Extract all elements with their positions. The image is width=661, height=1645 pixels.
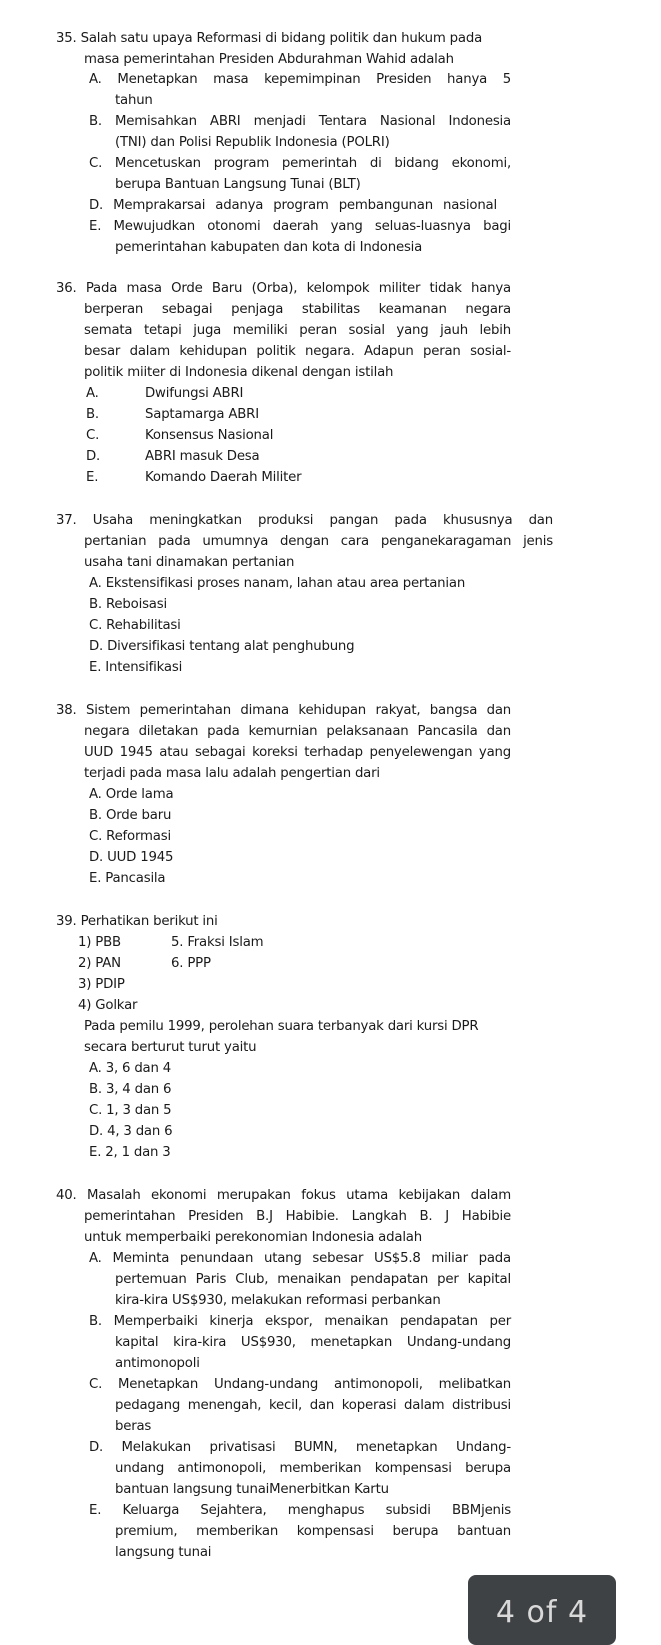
text-line: usaha tani dinamakan pertanian <box>84 555 295 570</box>
text-line: E. Keluarga Sejahtera, menghapus subsidi BBMjenis <box>89 1503 511 1518</box>
text-line: A. <box>86 386 99 401</box>
text-line: masa pemerintahan Presiden Abdurahman Wahid adalah <box>84 52 454 67</box>
text-line: pemerintahan Presiden B.J Habibie. Langkah B. J Habibie <box>84 1209 511 1224</box>
text-line: politik miiter di Indonesia dikenal dengan istilah <box>84 365 394 380</box>
text-line: beras <box>115 1419 152 1434</box>
text-line: C. 1, 3 dan 5 <box>89 1103 172 1118</box>
text-line: A. Meminta penundaan utang sebesar US$5.8 miliar pada <box>89 1251 511 1266</box>
text-line: C. Reformasi <box>89 829 171 844</box>
text-line: D. <box>86 449 101 464</box>
text-line: kira-kira US$930, melakukan reformasi perbankan <box>115 1293 441 1308</box>
text-line: terjadi pada masa lalu adalah pengertian dari <box>84 766 380 781</box>
text-line: 36. Pada masa Orde Baru (Orba), kelompok militer tidak hanya <box>56 281 511 296</box>
text-line: B. 3, 4 dan 6 <box>89 1082 172 1097</box>
text-line: Pada pemilu 1999, perolehan suara terbanyak dari kursi DPR <box>84 1019 479 1034</box>
text-line: B. Memisahkan ABRI menjadi Tentara Nasional Indonesia <box>89 114 511 129</box>
text-line: (TNI) dan Polisi Republik Indonesia (POLRI) <box>115 135 390 150</box>
text-line: premium, memberikan kompensasi berupa bantuan <box>115 1524 511 1539</box>
text-line: antimonopoli <box>115 1356 200 1371</box>
text-line: E. <box>86 470 99 485</box>
text-line: D. Diversifikasi tentang alat penghubung <box>89 639 355 654</box>
page-indicator-label: 4 of 4 <box>495 1595 589 1630</box>
text-line: D. Melakukan privatisasi BUMN, menetapkan Undang- <box>89 1440 511 1455</box>
text-line: C. Rehabilitasi <box>89 618 181 633</box>
text-line: besar dalam kehidupan politik negara. Adapun peran sosial- <box>84 344 511 359</box>
text-line: C. Mencetuskan program pemerintah di bidang ekonomi, <box>89 156 511 171</box>
text-line: langsung tunai <box>115 1545 212 1560</box>
text-line: B. Orde baru <box>89 808 172 823</box>
text-line: C. Menetapkan Undang-undang antimonopoli, melibatkan <box>89 1377 511 1392</box>
text-line: kapital kira-kira US$930, menetapkan Undang-undang <box>115 1335 511 1350</box>
text-line: pedagang menengah, kecil, dan koperasi dalam distribusi <box>115 1398 511 1413</box>
text-line: 4) Golkar <box>78 998 138 1013</box>
text-line: secara berturut turut yaitu <box>84 1040 257 1055</box>
text-line: E. Intensifikasi <box>89 660 183 675</box>
text-line: 3) PDIP <box>78 977 125 992</box>
text-line: E. Pancasila <box>89 871 166 886</box>
text-line: ABRI masuk Desa <box>145 449 260 464</box>
text-line: Saptamarga ABRI <box>145 407 259 422</box>
text-line: D. UUD 1945 <box>89 850 174 865</box>
text-line: B. Memperbaiki kinerja ekspor, menaikan pendapatan per <box>89 1314 511 1329</box>
text-line: B. Reboisasi <box>89 597 167 612</box>
text-line: undang antimonopoli, memberikan kompensasi berupa <box>115 1461 511 1476</box>
text-line: A. 3, 6 dan 4 <box>89 1061 172 1076</box>
text-line: 6. PPP <box>171 956 211 971</box>
text-line: pemerintahan kabupaten dan kota di Indonesia <box>115 240 423 255</box>
text-line: semata tetapi juga memiliki peran sosial yang jauh lebih <box>84 323 511 338</box>
text-line: 40. Masalah ekonomi merupakan fokus utama kebijakan dalam <box>56 1188 511 1203</box>
text-line: bantuan langsung tunaiMenerbitkan Kartu <box>115 1482 389 1497</box>
text-line: berupa Bantuan Langsung Tunai (BLT) <box>115 177 361 192</box>
text-line: 37. Usaha meningkatkan produksi pangan pada khususnya dan <box>56 513 553 528</box>
text-line: pertanian pada umumnya dengan cara penganekaragaman jenis <box>84 534 553 549</box>
text-line: 39. Perhatikan berikut ini <box>56 914 218 929</box>
text-line: Komando Daerah Militer <box>145 470 302 485</box>
text-line: Dwifungsi ABRI <box>145 386 244 401</box>
text-line: 2) PAN <box>78 956 121 971</box>
text-line: A. Menetapkan masa kepemimpinan Presiden hanya 5 <box>89 72 511 87</box>
text-line: Konsensus Nasional <box>145 428 274 443</box>
text-line: 1) PBB <box>78 935 121 950</box>
text-line: B. <box>86 407 99 422</box>
text-line: E. 2, 1 dan 3 <box>89 1145 171 1160</box>
text-line: tahun <box>115 93 153 108</box>
text-line: 35. Salah satu upaya Reformasi di bidang politik dan hukum pada <box>56 31 483 46</box>
text-line: pertemuan Paris Club, menaikan pendapatan per kapital <box>115 1272 511 1287</box>
text-line: berperan sebagai penjaga stabilitas keamanan negara <box>84 302 511 317</box>
text-line: negara diletakan pada kemurnian pelaksanaan Pancasila dan <box>84 724 511 739</box>
text-line: 38. Sistem pemerintahan dimana kehidupan rakyat, bangsa dan <box>56 703 511 718</box>
text-line: untuk memperbaiki perekonomian Indonesia adalah <box>84 1230 422 1245</box>
page-indicator[interactable] <box>468 1575 616 1645</box>
text-line: D. 4, 3 dan 6 <box>89 1124 173 1139</box>
text-line: UUD 1945 atau sebagai koreksi terhadap penyelewengan yang <box>84 745 511 760</box>
text-line: A. Ekstensifikasi proses nanam, lahan atau area pertanian <box>89 576 466 591</box>
text-line: D. Memprakarsai adanya program pembangunan nasional <box>89 198 497 213</box>
text-line: A. Orde lama <box>89 787 174 802</box>
text-line: 5. Fraksi Islam <box>171 935 264 950</box>
text-line: E. Mewujudkan otonomi daerah yang seluas-luasnya bagi <box>89 219 511 234</box>
text-line: C. <box>86 428 100 443</box>
